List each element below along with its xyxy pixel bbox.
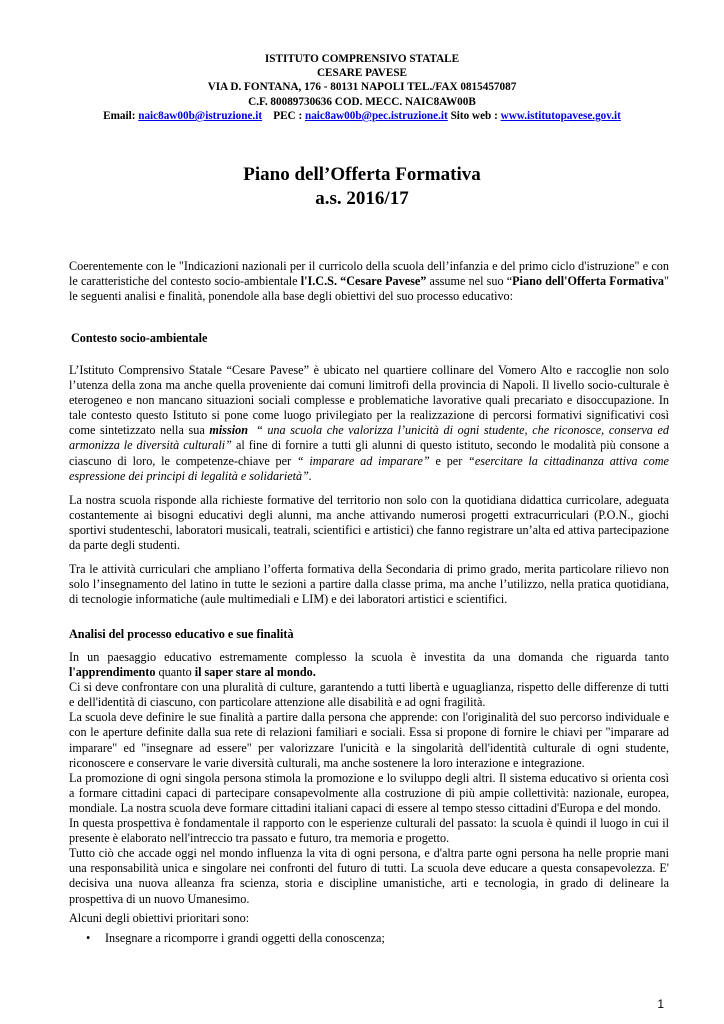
letterhead-codes: C.F. 80089730636 COD. MECC. NAIC8AW00B [248, 95, 476, 108]
email-link[interactable]: naic8aw00b@istruzione.it [138, 109, 263, 122]
section-heading-context: Contesto socio-ambientale [71, 331, 208, 345]
learn-to-learn-quote: “ imparare ad imparare” [296, 453, 430, 468]
email-label: Email: [103, 109, 139, 122]
letterhead-contacts [60, 109, 664, 123]
context-text-c: al fine di fornire a tutti gli alunni di questo istituto, secondo le modalità più consone a ciascuno di loro, le competenze-chiave per [69, 438, 669, 468]
page-number: 1 [657, 997, 664, 1011]
analysis-paragraph-4: La promozione di ogni singola persona stimola la promozione e lo sviluppo degli altri. Il sistema educativo si orienta così a formare cittadini capaci di partecipare consapevolmente alla costruzione di più ampie collettività: nazionale, europea, mondiale. La nostra scuola deve formare cittadini italiani capaci di essere al tempo stesso cittadini d'Europa e del mondo. [69, 770, 669, 815]
mission-word: mission [209, 423, 248, 438]
title-line-2: a.s. 2016/17 [315, 188, 409, 209]
learning-phrase: l'apprendimento [69, 665, 156, 680]
analysis-paragraph-5: In questa prospettiva è fondamentale il rapporto con le esperienze culturali del passato: la scuola è quindi il luogo in cui il presente è elaborato nell'intreccio tra passato e futuro, tra memoria e progetto. [69, 816, 669, 846]
letterhead-line-2: CESARE PAVESE [316, 67, 408, 80]
context-paragraph-2: La nostra scuola risponde alla richieste formative del territorio non solo con la quotidiana didattica curricolare, adeguata costantemente ai bisogni educativi degli alunni, ma anche attivando numerosi progetti extracurriculari (P.O.N., giochi sportivi studenteschi, laboratori musicali, teatrali, scientifici e artistici) che fanno registrare un’alta ed attiva partecipazione da parte degli studenti. [69, 492, 669, 553]
context-text-b: “ [248, 423, 268, 438]
school-letterhead [60, 52, 664, 123]
context-text-d: e per [429, 453, 469, 468]
context-paragraph-3: Tra le attività curriculari che ampliano l’offerta formativa della Secondaria di primo grado, merita particolare rilievo non solo l’insegnamento del latino in tutte le sezioni a partire dalla classe prima, ma anche l’utilizzo, nella pratica quotidiana, di tecnologie informatiche (aule multimediali e LIM) e dei laboratori artistici e scientifici. [69, 562, 669, 607]
intro-text-1: Coerentemente con le "Indicazioni nazionali per il curricolo della scuola dell’infanzia e del primo ciclo d'istruzione" e con le caratteristiche del contesto socio-ambientale [69, 259, 669, 289]
analysis-text-a: In un paesaggio educativo estremamente complesso la scuola è investita da una domanda che riguarda tanto [69, 650, 669, 664]
objective-1: Insegnare a ricomporre i grandi oggetti della conoscenza; [105, 931, 385, 945]
title-line-1: Piano dell’Offerta Formativa [243, 164, 481, 185]
section-heading-analysis: Analisi del processo educativo e sue finalità [69, 627, 294, 641]
pec-label: PEC : [262, 109, 305, 122]
context-text-a: L’Istituto Comprensivo Statale “Cesare Pavese” è ubicato nel quartiere collinare del Vomero Alto e raccoglie non solo l’utenza della zona ma anche quella proveniente dai comuni limitrofi della provincia di Napoli. Il livello socio-culturale è eterogeneo e non mancano situazioni sociali complesse e problematiche lavorative quali precariato e disoccupazione. In tale contesto questo Istituto si pone come luogo privilegiato per la realizzazione di percorsi formativi significativi così come sintetizzato nella sua [69, 363, 669, 438]
context-section [69, 363, 669, 607]
intro-paragraph [69, 259, 669, 304]
letterhead-line-1: ISTITUTO COMPRENSIVO STATALE [264, 53, 460, 65]
citizenship-quote: “esercitare la cittadinanza attiva come espressione dei principi di legalità e solidarietà”. [69, 453, 669, 483]
pec-link[interactable]: naic8aw00b@pec.istruzione.it [304, 109, 448, 122]
objective-bullet-item [86, 931, 385, 946]
analysis-paragraph-1 [69, 650, 669, 680]
intro-text-3: " le seguenti analisi e finalità, ponendole alla base degli obiettivi del suo processo educativo: [69, 274, 670, 304]
knowing-how-phrase: il saper stare al mondo. [194, 665, 316, 680]
analysis-paragraph-2: Ci si deve confrontare con una pluralità di culture, garantendo a tutti libertà e uguaglianza, rispetto delle differenze di tutti e dell'identità di ciascuno, con particolare attenzione alle disabilità e ad ogni fragilità. [69, 680, 669, 710]
letterhead-address: VIA D. FONTANA, 176 - 80131 NAPOLI TEL./FAX 0815457087 [207, 81, 517, 94]
document-title [60, 163, 664, 211]
bullet-icon: • [86, 931, 91, 945]
intro-pof-name: Piano dell'Offerta Formativa [512, 274, 665, 289]
context-paragraph-1 [69, 363, 669, 484]
web-label: Sito web : [447, 109, 501, 122]
analysis-text-b: quanto [155, 665, 195, 680]
analysis-paragraph-6: Tutto ciò che accade oggi nel mondo influenza la vita di ogni persona, e d'altra parte ogni persona ha nelle proprie mani una responsabilità unica e singolare nei confronti del futuro di tutti. La scuola deve educare a questa consapevolezza. E' decisiva una nuova alleanza fra scienza, storia e discipline umanistiche, arti e tecnologia, in grado di delineare la prospettiva di un nuovo Umanesimo. [69, 846, 669, 906]
intro-text-2: assume nel suo “ [426, 274, 513, 289]
website-link[interactable]: www.istitutopavese.gov.it [500, 109, 621, 122]
objectives-intro: Alcuni degli obiettivi prioritari sono: [69, 911, 250, 925]
mission-quote: una scuola che valorizza l’unicità di ogni studente, che riconosce, conserva ed armonizza le diversità culturali” [69, 423, 669, 453]
analysis-paragraph-3: La scuola deve definire le sue finalità a partire dalla persona che apprende: con l'originalità del suo percorso individuale e con le aperture definite dalla sua rete di relazioni familiari e sociali. Essa si propone di fornire le chiavi per "imparare ad imparare" ed "insegnare ad essere" per valorizzare l'unicità e la singolarità dell'identità culturale di ogni studente, riconoscere e conservare le varie diversità culturali, ma anche sostenere la loro interazione e integrazione. [69, 710, 669, 770]
analysis-section [69, 650, 669, 907]
intro-school-name: l'I.C.S. “Cesare Pavese” [300, 274, 427, 289]
